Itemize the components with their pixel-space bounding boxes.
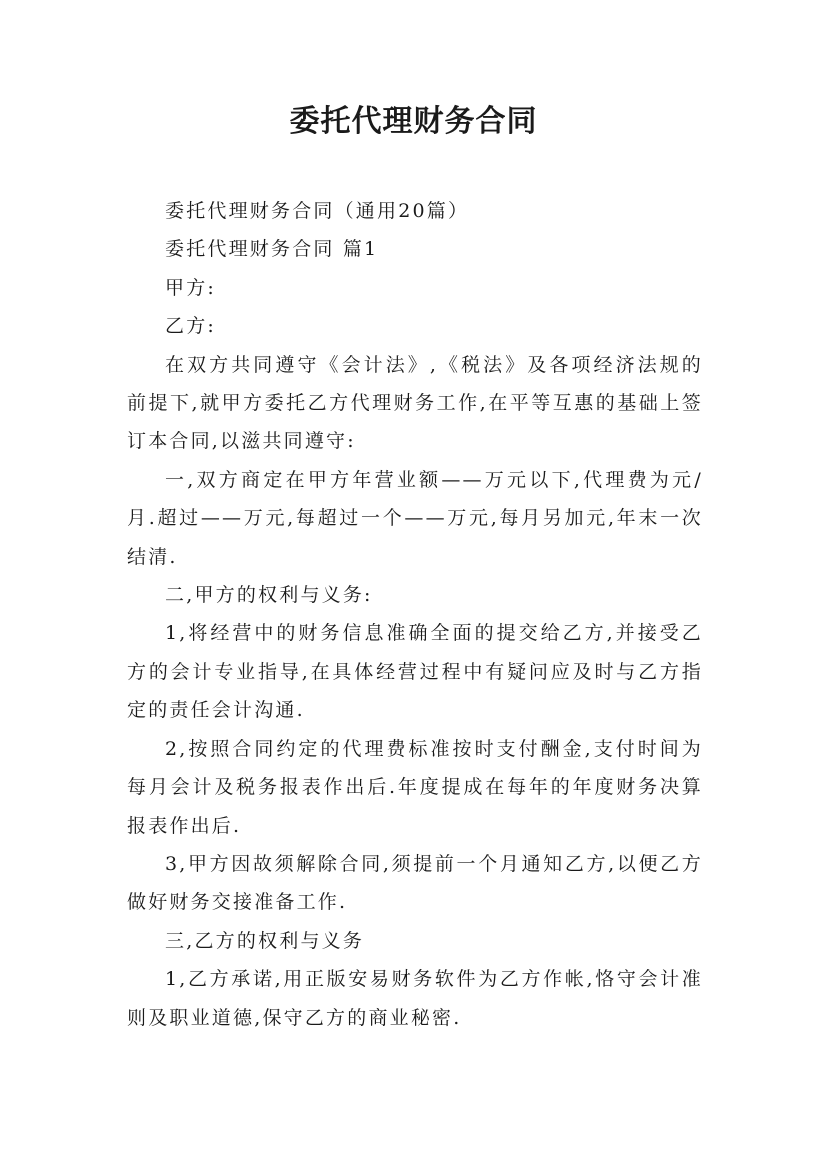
paragraph-clause-1: 一,双方商定在甲方年营业额——万元以下,代理费为元/月.超过——万元,每超过一个——万元,每月另加元,年末一次结清. bbox=[127, 468, 703, 568]
paragraph-section-heading: 委托代理财务合同 篇1 bbox=[165, 238, 379, 261]
document-body bbox=[127, 192, 703, 1037]
paragraph-clause-3-heading: 三,乙方的权利与义务 bbox=[165, 929, 365, 952]
paragraph-party-b: 乙方: bbox=[165, 315, 217, 338]
paragraph-preamble: 在双方共同遵守《会计法》,《税法》及各项经济法规的前提下,就甲方委托乙方代理财务工作,在平等互惠的基础上签订本合同,以滋共同遵守: bbox=[127, 353, 703, 453]
document-title: 委托代理财务合同 bbox=[289, 104, 538, 139]
paragraph-subtitle: 委托代理财务合同（通用20篇） bbox=[165, 200, 470, 222]
paragraph-clause-2-item-1: 1,将经营中的财务信息准确全面的提交给乙方,并接受乙方的会计专业指导,在具体经营过程中有疑问应及时与乙方指定的责任会计沟通. bbox=[127, 622, 703, 722]
paragraph-party-a: 甲方: bbox=[165, 276, 217, 299]
paragraph-clause-3-item-1: 1,乙方承诺,用正版安易财务软件为乙方作帐,恪守会计准则及职业道德,保守乙方的商业秘密. bbox=[127, 968, 703, 1029]
paragraph-clause-2-item-2: 2,按照合同约定的代理费标准按时支付酬金,支付时间为每月会计及税务报表作出后.年度提成在每年的年度财务决算报表作出后. bbox=[127, 737, 703, 837]
paragraph-clause-2-item-3: 3,甲方因故须解除合同,须提前一个月通知乙方,以便乙方做好财务交接准备工作. bbox=[127, 852, 703, 914]
paragraph-clause-2-heading: 二,甲方的权利与义务: bbox=[165, 584, 373, 607]
